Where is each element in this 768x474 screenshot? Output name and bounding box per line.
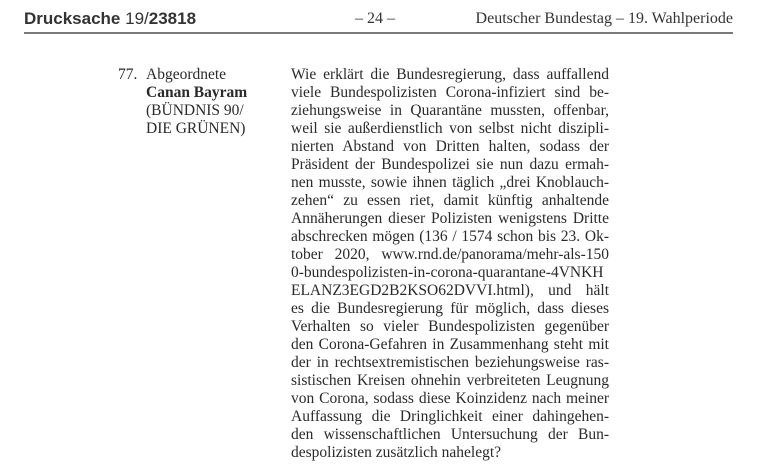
doc-number: 23818 (148, 9, 197, 28)
text-line: ELANZ3EGD2B2KSO62DVVI.html), und hält (291, 282, 609, 299)
text-line: Annäherungen dieser Polizisten wenigstens Dritte (291, 210, 609, 227)
text-line: den Corona-Gefahren in Zusammenhang steht mit (291, 336, 609, 353)
page-number: – 24 – (355, 10, 395, 27)
text-line: sistischen Kreisen ohnehin verbreiteten Leugnung (291, 372, 609, 389)
question-number: 77. (118, 66, 138, 83)
text-line: Wie erklärt die Bundesregierung, dass auffallend (291, 66, 609, 83)
text-line: weil sie außerdienstlich von selbst nicht diszipli- (291, 120, 609, 137)
text-line: von Corona, sodass diese Koinzidenz nach meiner (291, 390, 609, 407)
text-line: despolizisten zusätzlich nahelegt? (291, 444, 502, 461)
text-line: ziehungsweise in Quarantäne mussten, offenbar, (291, 102, 609, 119)
text-line: den wissenschaftlichen Untersuchung der Bun- (291, 426, 609, 443)
asker-role: Abgeordnete (146, 66, 227, 83)
text-line: zehen“ zu essen riet, damit künftig anhaltende (291, 192, 609, 209)
question-text (291, 66, 609, 462)
text-line: 0-bundespolizisten-in-corona-quarantane-4VNKH (291, 264, 604, 281)
publisher: Deutscher Bundestag – 19. Wahlperiode (475, 10, 733, 27)
text-line: abschrecken mögen (136 / 1574 schon bis 23. Ok- (291, 228, 609, 245)
asker-party-line2: DIE GRÜNEN) (146, 120, 246, 137)
doc-number-prefix: 19/ (125, 9, 149, 28)
text-line: der in rechtsextremistischen beziehungsweise ras- (291, 354, 609, 371)
text-line: viele Bundespolizisten Corona-infiziert sind be- (291, 84, 609, 101)
asker-name: Canan Bayram (146, 84, 248, 101)
text-line: es die Bundesregierung für möglich, dass dieses (291, 300, 609, 317)
asker-block (146, 66, 276, 138)
text-line: Verhalten so vieler Bundespolizisten gegenüber (291, 318, 609, 335)
text-line: nierten Abstand von Dritten halten, sodass der (291, 138, 609, 155)
asker-party-line1: (BÜNDNIS 90/ (146, 102, 244, 119)
doc-label: Drucksache (24, 9, 121, 28)
text-line: Präsident der Bundespolizei sie nun dazu ermah- (291, 156, 609, 173)
text-line: tober 2020, www.rnd.de/panorama/mehr-als-150 (291, 246, 609, 263)
text-line: Auffassung die Dringlichkeit einer dahingehen- (291, 408, 609, 425)
text-line: nen musste, sowie ihnen täglich „drei Knoblauch- (291, 174, 609, 191)
